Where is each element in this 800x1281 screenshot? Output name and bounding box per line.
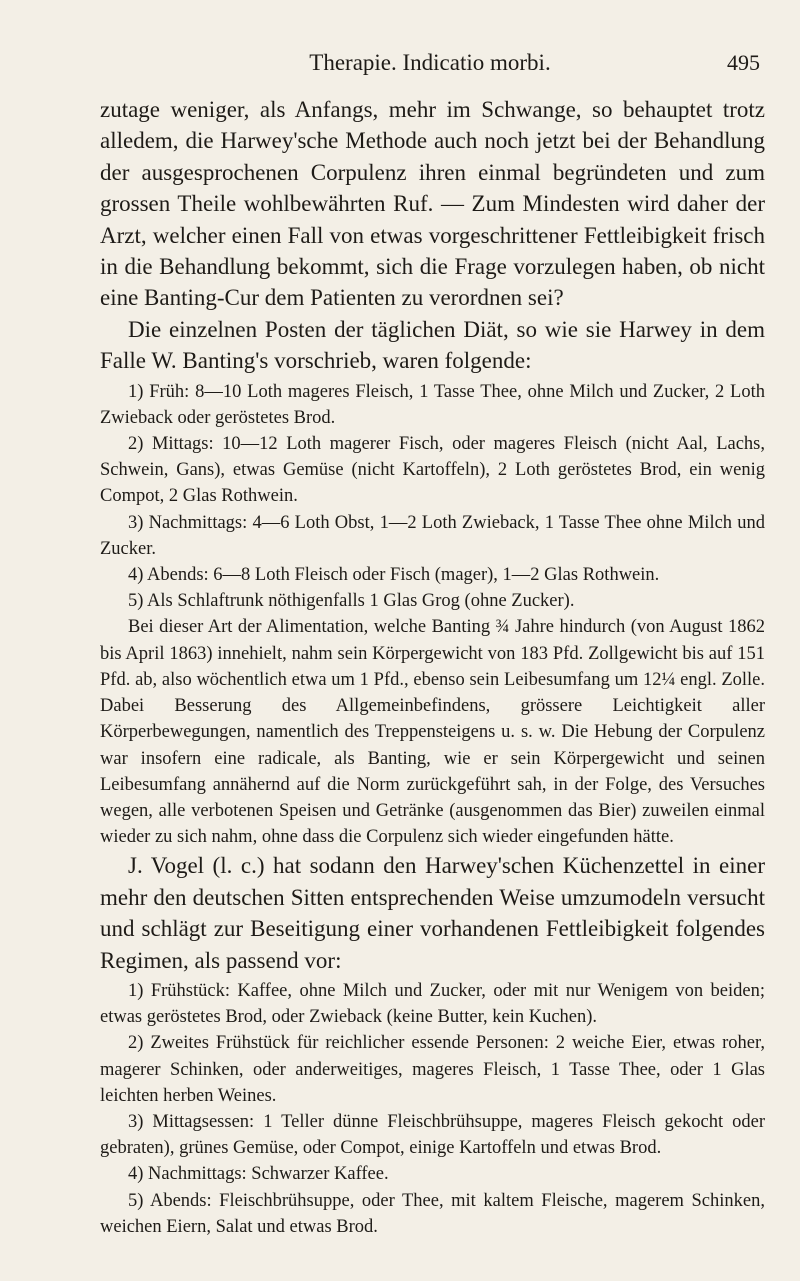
paragraph-banting-result: Bei dieser Art der Alimentation, welche Banting ¾ Jahre hindurch (von August 1862 bis April 1863) innehielt, nahm sein Körpergewicht von 183 Pfd. Zollgewicht bis auf 151 Pfd. ab, also wöchentlich etwa um 1 Pfd., ebenso sein Leibesumfang um 12¼ engl. Zolle. Dabei Besserung des Allgemeinbefindens, grössere Leichtigkeit aller Körperbewegungen, namentlich des Treppensteigens u. s. w. Die Hebung der Corpulenz war insofern eine radicale, als Banting, wie er sein Körpergewicht und seinen Leibesumfang annähernd auf die Norm zurückgeführt sah, in der Folge, des Versuches wegen, alle verbotenen Speisen und Getränke (ausgenommen das Bier) zuweilen einmal wieder zu sich nahm, ohne dass die Corpulenz sich wieder eingefunden hätte. (100, 617, 765, 848)
diet-item-1: 1) Früh: 8—10 Loth mageres Fleisch, 1 Tasse Thee, ohne Milch und Zucker, 2 Loth Zwieback oder geröstetes Brod. (100, 381, 765, 428)
paragraph-intro: zutage weniger, als Anfangs, mehr im Schwange, so behauptet trotz alledem, die Harwey'sche Methode auch noch jetzt bei der Behandlung der ausgesprochenen Corpulenz ihren einmal begründeten und zum grossen Theile wohlbewährten Ruf. — Zum Mindesten wird daher der Arzt, welcher einen Fall von etwas vorgeschrittener Fettleibigkeit frisch in die Behandlung bekommt, sich die Frage vorzulegen haben, ob nicht eine Banting-Cur dem Patienten zu verordnen sei? (100, 97, 765, 311)
regimen-item-3: 3) Mittagsessen: 1 Teller dünne Fleischbrühsuppe, mageres Fleisch gekocht oder gebraten), grünes Gemüse, oder Compot, einige Kartoffeln und etwas Brod. (100, 1111, 765, 1159)
regimen-item-4: 4) Nachmittags: Schwarzer Kaffee. (128, 1164, 389, 1185)
page-number: 495 (727, 50, 760, 75)
paragraph-diet-intro: Die einzelnen Posten der täglichen Diät, so wie sie Harwey in dem Falle W. Banting's vorschrieb, waren folgende: (100, 316, 765, 374)
running-title: Therapie. Indicatio morbi. (309, 50, 551, 75)
diet-item-4: 4) Abends: 6—8 Loth Fleisch oder Fisch (mager), 1—2 Glas Rothwein. (128, 565, 660, 586)
regimen-item-2: 2) Zweites Frühstück für reichlicher essende Personen: 2 weiche Eier, etwas roher, magerer Schinken, oder anderweitiges, mageres Fleisch, 1 Tasse Thee, oder 1 Glas leichten herben Weines. (100, 1033, 765, 1106)
diet-item-3: 3) Nachmittags: 4—6 Loth Obst, 1—2 Loth Zwieback, 1 Tasse Thee ohne Milch und Zucker. (100, 512, 765, 559)
paragraph-vogel: J. Vogel (l. c.) hat sodann den Harwey'schen Küchenzettel in einer mehr den deutschen Sitten entsprechenden Weise umzumodeln versucht und schlägt zur Beseitigung einer vorhandenen Fettleibigkeit folgendes Regimen, als passend vor: (100, 853, 765, 973)
page-header (100, 50, 760, 82)
regimen-item-5: 5) Abends: Fleischbrühsuppe, oder Thee, mit kaltem Fleische, magerem Schinken, weichen Eiern, Salat und etwas Brod. (100, 1190, 765, 1237)
diet-item-5: 5) Als Schlaftrunk nöthigenfalls 1 Glas Grog (ohne Zucker). (128, 591, 575, 612)
diet-item-2: 2) Mittags: 10—12 Loth magerer Fisch, oder mageres Fleisch (nicht Aal, Lachs, Schwein, Gans), etwas Gemüse (nicht Kartoffeln), 2 Loth geröstetes Brod, ein wenig Compot, 2 Glas Rothwein. (100, 434, 765, 507)
body-text (100, 94, 765, 1240)
regimen-item-1: 1) Frühstück: Kaffee, ohne Milch und Zucker, oder mit nur Wenigem von beiden; etwas geröstetes Brod, oder Zwieback (keine Butter, kein Kuchen). (100, 980, 765, 1028)
